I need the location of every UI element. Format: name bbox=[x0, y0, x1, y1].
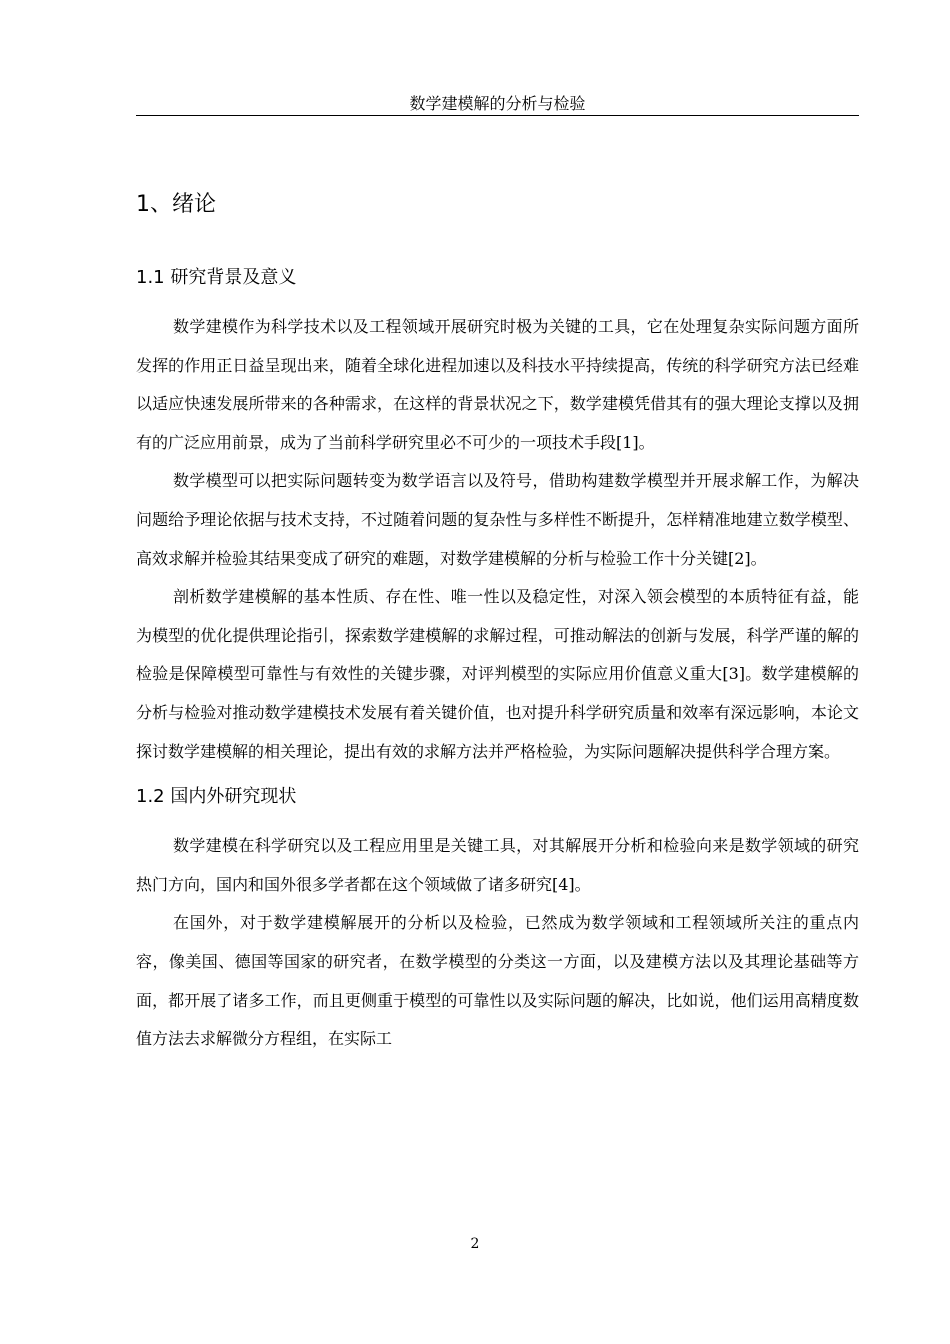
section-heading-1-1: 1.1 研究背景及意义 bbox=[136, 267, 297, 288]
body-paragraph: 数学建模作为科学技术以及工程领域开展研究时极为关键的工具，它在处理复杂实际问题方面所发挥的作用正日益呈现出来，随着全球化进程加速以及科技水平持续提高，传统的科学研究方法已经难以适应快速发展所带来的各种需求，在这样的背景状况之下，数学建模凭借其有的强大理论支撑以及拥有的广泛应用前景，成为了当前科学研究里必不可少的一项技术手段[1]。 bbox=[136, 317, 859, 452]
page-number: 2 bbox=[470, 1236, 480, 1252]
chapter-heading: 1、绪论 bbox=[136, 192, 216, 217]
section-heading-1-2: 1.2 国内外研究现状 bbox=[136, 786, 297, 808]
running-header-title: 数学建模解的分析与检验 bbox=[409, 94, 586, 113]
body-paragraph: 数学建模在科学研究以及工程应用里是关键工具，对其解展开分析和检验向来是数学领域的研究热门方向，国内和国外很多学者都在这个领域做了诸多研究[4]。 bbox=[136, 836, 859, 894]
body-paragraph: 数学模型可以把实际问题转变为数学语言以及符号，借助构建数学模型并开展求解工作，为解决问题给予理论依据与技术支持，不过随着问题的复杂性与多样性不断提升，怎样精准地建立数学模型、高效求解并检验其结果变成了研究的难题，对数学建模解的分析与检验工作十分关键[2]。 bbox=[136, 471, 859, 568]
body-paragraph: 剖析数学建模解的基本性质、存在性、唯一性以及稳定性，对深入领会模型的本质特征有益，能为模型的优化提供理论指引，探索数学建模解的求解过程，可推动解法的创新与发展，科学严谨的解的检验是保障模型可靠性与有效性的关键步骤，对评判模型的实际应用价值意义重大[3]。数学建模解的分析与检验对推动数学建模技术发展有着关键价值，也对提升科学研究质量和效率有深远影响，本论文探讨数学建模解的相关理论，提出有效的求解方法并严格检验，为实际问题解决提供科学合理方案。 bbox=[136, 587, 859, 761]
page-body bbox=[136, 180, 859, 1059]
body-paragraph: 在国外，对于数学建模解展开的分析以及检验，已然成为数学领域和工程领域所关注的重点内容，像美国、德国等国家的研究者，在数学模型的分类这一方面，以及建模方法以及其理论基础等方面，都开展了诸多工作，而且更侧重于模型的可靠性以及实际问题的解决，比如说，他们运用高精度数值方法去求解微分方程组，在实际工 bbox=[136, 913, 859, 1049]
header-divider bbox=[136, 115, 859, 116]
